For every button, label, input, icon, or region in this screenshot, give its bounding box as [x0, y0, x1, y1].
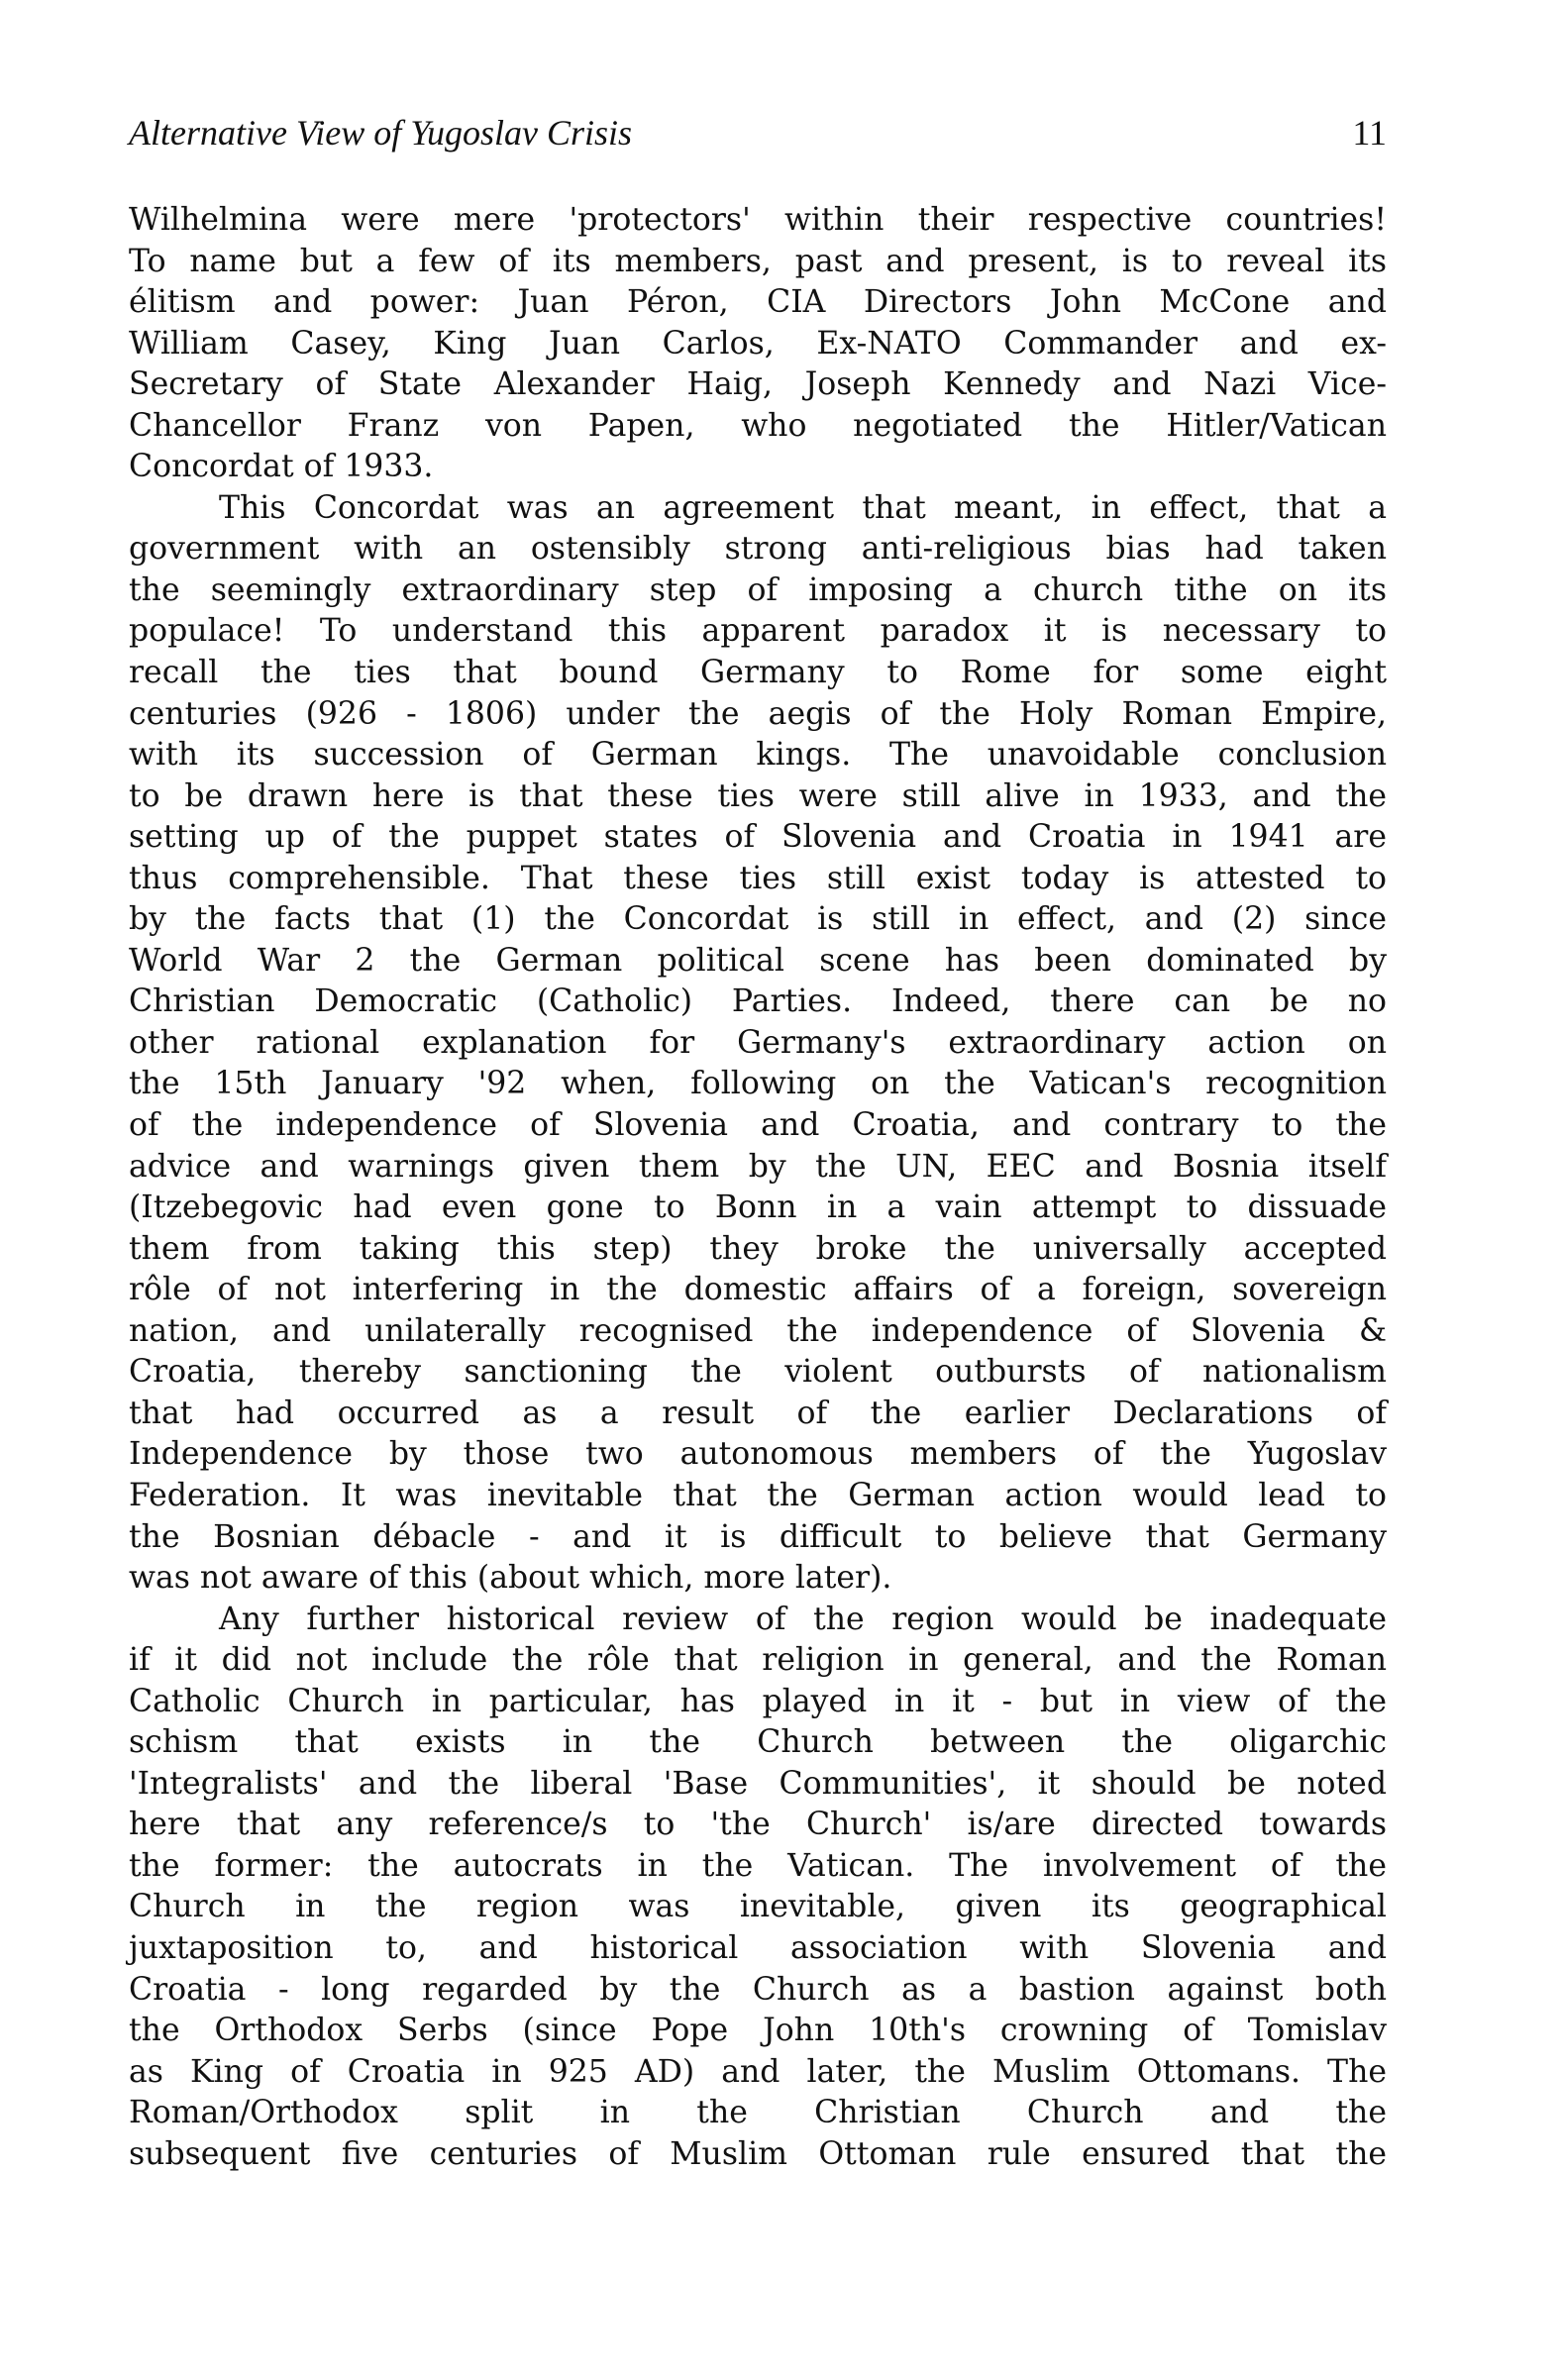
text-line: Secretary of State Alexander Haig, Joseph Kennedy and Nazi Vice-: [129, 366, 1387, 403]
text-line: subsequent five centuries of Muslim Ottoman rule ensured that the: [129, 2135, 1387, 2172]
text-line: setting up of the puppet states of Slovenia and Croatia in 1941 are: [129, 819, 1387, 856]
text-line: To name but a few of its members, past and present, is to reveal its: [129, 243, 1387, 279]
text-line: Croatia - long regarded by the Church as a bastion against both: [129, 1971, 1387, 2008]
text-line: here that any reference/s to 'the Church' is/are directed towards: [129, 1807, 1387, 1843]
text-line: recall the ties that bound Germany to Rome for some eight: [129, 655, 1387, 691]
paragraph: [129, 1600, 1387, 2176]
text-line: of the independence of Slovenia and Croatia, and contrary to the: [129, 1107, 1387, 1144]
text-line: advice and warnings given them by the UN, EEC and Bosnia itself: [129, 1148, 1387, 1185]
text-line: rôle of not interfering in the domestic affairs of a foreign, sovereign: [129, 1272, 1387, 1308]
text-line: the Orthodox Serbs (since Pope John 10th's crowning of Tomislav: [129, 2013, 1387, 2049]
text-line: them from taking this step) they broke the universally accepted: [129, 1230, 1387, 1267]
page-header: [129, 109, 1387, 158]
text-line: 'Integralists' and the liberal 'Base Communities', it should be noted: [129, 1765, 1387, 1802]
text-line: (Itzebegovic had even gone to Bonn in a vain attempt to dissuade: [129, 1190, 1387, 1226]
text-line: Independence by those two autonomous members of the Yugoslav: [129, 1436, 1387, 1473]
text-line: élitism and power: Juan Péron, CIA Directors John McCone and: [129, 284, 1387, 321]
text-line: Croatia, thereby sanctioning the violent outbursts of nationalism: [129, 1354, 1387, 1391]
text-line: the seemingly extraordinary step of imposing a church tithe on its: [129, 571, 1387, 608]
text-line: was not aware of this (about which, more later).: [129, 1560, 892, 1597]
body-text: [129, 200, 1387, 2175]
text-line: Any further historical review of the region would be inadequate: [219, 1601, 1387, 1637]
text-line: that had occurred as a result of the earlier Declarations of: [129, 1395, 1387, 1431]
text-line: Church in the region was inevitable, given its geographical: [129, 1889, 1387, 1925]
text-line: thus comprehensible. That these ties still exist today is attested to: [129, 860, 1387, 896]
text-line: centuries (926 - 1806) under the aegis of the Holy Roman Empire,: [129, 695, 1387, 732]
text-line: populace! To understand this apparent paradox it is necessary to: [129, 613, 1387, 650]
text-line: William Casey, King Juan Carlos, Ex-NATO Commander and ex-: [129, 325, 1387, 362]
text-line: Catholic Church in particular, has played in it - but in view of the: [129, 1683, 1387, 1719]
running-title: Alternative View of Yugoslav Crisis: [129, 113, 633, 153]
text-line: if it did not include the rôle that religion in general, and the Roman: [129, 1642, 1387, 1679]
paragraph: [129, 200, 1387, 488]
text-line: juxtaposition to, and historical association with Slovenia and: [129, 1929, 1387, 1966]
text-line: to be drawn here is that these ties were still alive in 1933, and the: [129, 777, 1387, 814]
text-line: nation, and unilaterally recognised the independence of Slovenia &: [129, 1312, 1387, 1349]
page-number: 11: [1352, 113, 1387, 153]
text-line: as King of Croatia in 925 AD) and later, the Muslim Ottomans. The: [129, 2053, 1387, 2090]
text-line: other rational explanation for Germany's extraordinary action on: [129, 1024, 1387, 1061]
text-line: Chancellor Franz von Papen, who negotiated the Hitler/Vatican: [129, 407, 1387, 444]
text-line: Roman/Orthodox split in the Christian Church and the: [129, 2095, 1387, 2131]
text-line: schism that exists in the Church between the oligarchic: [129, 1724, 1387, 1761]
text-line: the former: the autocrats in the Vatican. The involvement of the: [129, 1847, 1387, 1884]
text-line: with its succession of German kings. The unavoidable conclusion: [129, 737, 1387, 774]
text-line: This Concordat was an agreement that meant, in effect, that a: [219, 489, 1387, 526]
text-line: Wilhelmina were mere 'protectors' within their respective countries!: [129, 202, 1387, 238]
text-line: World War 2 the German political scene has been dominated by: [129, 942, 1387, 979]
text-line: Federation. It was inevitable that the German action would lead to: [129, 1477, 1387, 1513]
text-line: the 15th January '92 when, following on the Vatican's recognition: [129, 1066, 1387, 1102]
text-line: by the facts that (1) the Concordat is still in effect, and (2) since: [129, 901, 1387, 938]
paragraph: [129, 488, 1387, 1600]
text-line: government with an ostensibly strong anti-religious bias had taken: [129, 531, 1387, 568]
text-line: Christian Democratic (Catholic) Parties. Indeed, there can be no: [129, 983, 1387, 1020]
text-line: Concordat of 1933.: [129, 449, 434, 485]
text-line: the Bosnian débacle - and it is difficult to believe that Germany: [129, 1518, 1387, 1555]
